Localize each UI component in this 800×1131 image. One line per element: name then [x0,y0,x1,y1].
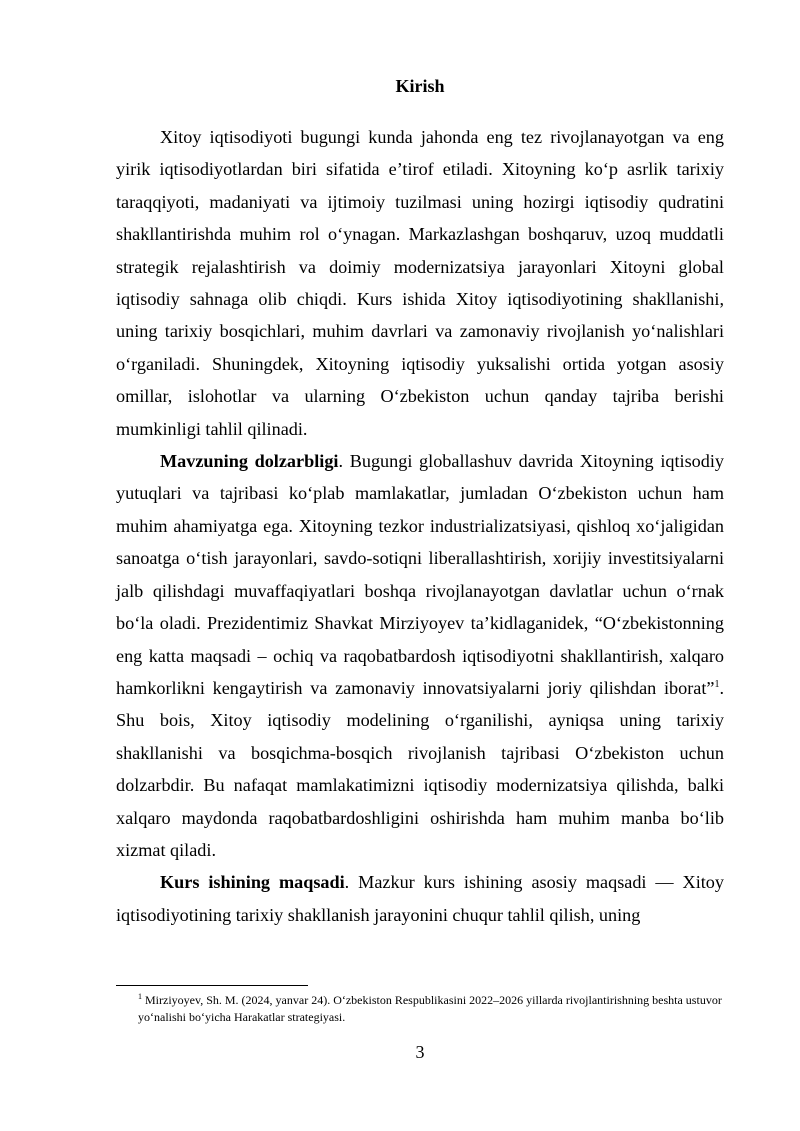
footnote-text: Mirziyoyev, Sh. M. (2024, yanvar 24). O‘zbekiston Respublikasini 2022–2026 yillarda rivojlantirishning beshta ustuvor yo‘nalishi bo‘yicha Harakatlar strategiyasi. [138,993,722,1024]
body-text [116,121,724,931]
paragraph-relevance-text: . Bugungi globallashuv davrida Xitoyning iqtisodiy yutuqlari va tajribasi ko‘plab mamlakatlar, jumladan O‘zbekiston uchun ham muhim ahamiyatga ega. Xitoyning tezkor industrializatsiyasi, qishloq xo‘jaligidan sanoatga o‘tish jarayonlari, savdo-sotiqni liberallashtirish, xorijiy investitsiyalarni jalb qilishdagi muvaffaqiyatlari boshqa rivojlanayotgan davlatlar uchun o‘rnak bo‘la oladi. Prezidentimiz Shavkat Mirziyoyev ta’kidlaganidek, “O‘zbekistonning eng katta maqsadi – ochiq va raqobatbardosh iqtisodiyotni shakllantirish, xalqaro hamkorlikni kengaytirish va zamonaviy innovatsiyalarni joriy qilishdan iborat” [116,451,725,698]
footnote-marker: 1 [138,992,142,1001]
page-number: 3 [415,1042,425,1062]
paragraph-intro-text: Xitoy iqtisodiyoti bugungi kunda jahonda eng tez rivojlanayotgan va eng yirik iqtisodiyotlardan biri sifatida e’tirof etiladi. Xitoyning ko‘p asrlik tarixiy taraqqiyoti, madaniyati va ijtimoiy tuzilmasi uning hozirgi iqtisodiy qudratini shakllantirishda muhim rol o‘ynagan. Markazlashgan boshqaruv, uzoq muddatli strategik rejalashtirish va doimiy modernizatsiya jarayonlari Xitoyni global iqtisodiy sahnaga olib chiqdi. Kurs ishida Xitoy iqtisodiyotining shakllanishi, uning tarixiy bosqichlari, muhim davrlari va zamonaviy rivojlanish yo‘nalishlari o‘rganiladi. Shuningdek, Xitoyning iqtisodiy yuksalishi ortida yotgan asosiy omillar, islohotlar va ularning O‘zbekiston uchun qanday tajriba berishi mumkinligi tahlil qilinadi. [116,127,724,439]
footnote-reference[interactable]: 1 [714,678,720,690]
footnote [116,992,724,1026]
paragraph-relevance [116,445,724,866]
paragraph-relevance-lead: Mavzuning dolzarbligi [160,451,339,472]
paragraph-goal-lead: Kurs ishining maqsadi [160,872,345,893]
paragraph-goal-text: . Mazkur kurs ishining asosiy maqsadi — Xitoy iqtisodiyotining tarixiy shakllanish jarayonini chuqur tahlil qilish, uning [116,872,724,925]
footnote-separator [116,985,308,986]
paragraph-intro [116,121,724,445]
paragraph-relevance-text-cont: . Shu bois, Xitoy iqtisodiy modelining o‘rganilishi, ayniqsa uning tarixiy shakllanishi va bosqichma-bosqich rivojlanish tajribasi O‘zbekiston uchun dolzarbdir. Bu nafaqat mamlakatimizni iqtisodiy modernizatsiya qilishda, balki xalqaro maydonda raqobatbardoshligini oshirishda ham muhim manba bo‘lib xizmat qiladi. [116,677,724,860]
section-heading: Kirish [395,76,445,96]
footnote-body [116,992,724,1026]
paragraph-goal [116,866,724,931]
